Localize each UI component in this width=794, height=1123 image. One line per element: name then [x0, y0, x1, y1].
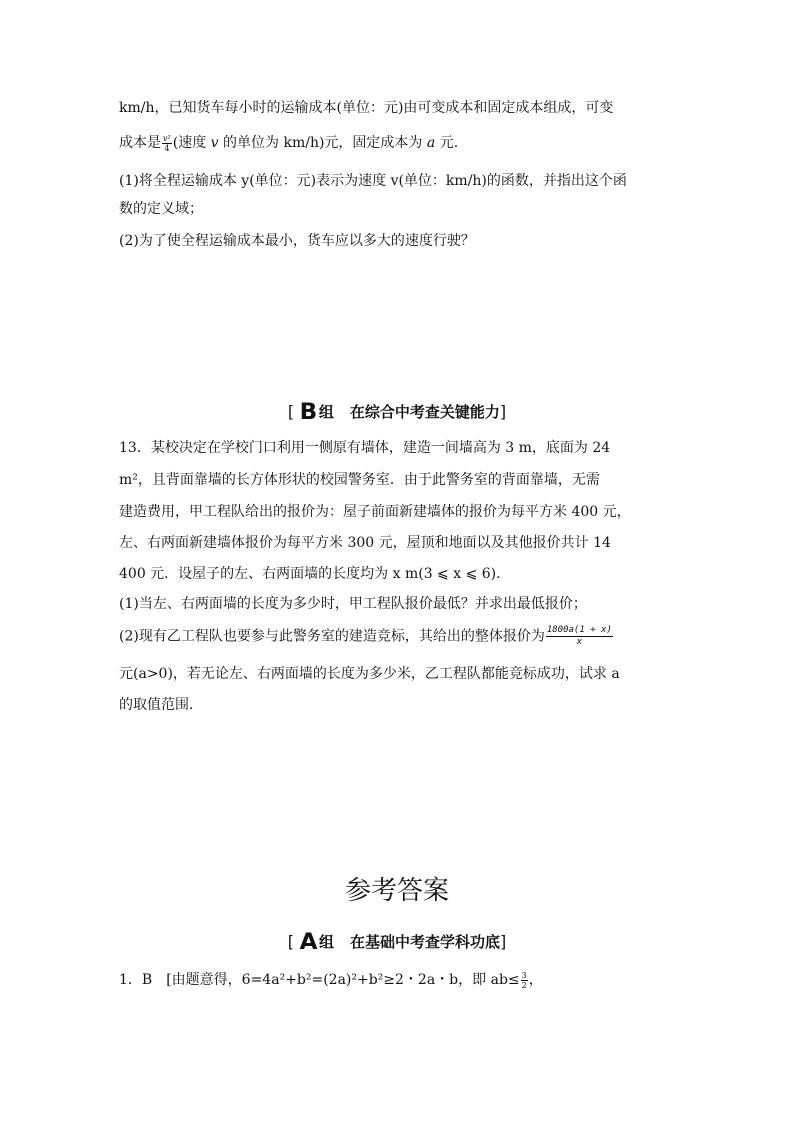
section-b-group: 组	[318, 403, 334, 421]
problem13-q1: (1)当左、右两面墙的长度为多少时，甲工程队报价最低？并求出最低报价；	[119, 596, 587, 612]
fraction-numerator: v²	[163, 133, 171, 143]
problem13-line2: m²，且背面靠墙的长方体形状的校园警务室．由于此警务室的背面靠墙，无需	[119, 472, 600, 488]
section-b-close-bracket: ]	[499, 402, 507, 421]
answer1-tail: ，	[528, 972, 543, 988]
problem13-line4: 左、右两面新建墙体报价为每平方米 300 元，屋顶和地面以及其他报价共计 14	[119, 535, 611, 551]
section-b-open-bracket: [	[287, 402, 295, 421]
section-a-title: 在基础中考查学科功底	[350, 933, 501, 951]
fraction-denominator: 2	[521, 980, 527, 990]
problem12-q1-line2: 数的定义域；	[119, 201, 203, 217]
answers-title: 参考答案	[344, 876, 449, 906]
section-a-letter: A	[299, 930, 318, 955]
problem13-q2-line3: 的取值范围．	[119, 697, 203, 713]
answer1-text: 1．B [由题意得，6=4a²+b²=(2a)²+b²≥2・2a・b，即 ab≤	[119, 972, 520, 988]
problem13-q2-line2: 元(a>0)，若无论左、右两面墙的长度为多少米，乙工程队都能竞标成功，试求 a	[119, 666, 620, 682]
fraction-numerator: 1800a(1 + x)	[546, 625, 612, 635]
problem12-line2-mid: (速度	[172, 135, 211, 151]
section-a-group: 组	[319, 933, 335, 951]
problem13-line3: 建造费用，甲工程队给出的报价为：屋子前面新建墙体的报价为每平方米 400 元，	[119, 504, 631, 520]
fraction-denominator: x	[576, 637, 583, 647]
problem12-line2	[119, 133, 679, 153]
problem12-line2-end: 元.	[435, 135, 459, 151]
fraction-three-halves	[521, 971, 528, 990]
section-b-letter: B	[299, 400, 318, 425]
variable-v: v	[210, 135, 219, 151]
answer1-line	[119, 970, 679, 990]
problem12-line2-start: 成本是	[119, 135, 161, 151]
section-a-close-bracket: ]	[500, 932, 507, 951]
fraction-v-squared-over-4	[162, 134, 172, 153]
problem12-q2: (2)为了使全程运输成本最小，货车应以多大的速度行驶？	[119, 233, 475, 249]
section-b-header	[0, 400, 794, 425]
fraction-denominator: 4	[164, 143, 170, 153]
fraction-bid-formula	[546, 625, 613, 648]
problem13-line5: 400 元．设屋子的左、右两面墙的长度均为 x m(3 ⩽ x ⩽ 6)．	[119, 566, 511, 582]
problem13-line1: 13．某校决定在学校门口利用一侧原有墙体，建造一间墙高为 3 m，底面为 24	[119, 440, 611, 456]
section-a-open-bracket: [	[287, 932, 294, 951]
fraction-numerator: 3	[521, 970, 527, 980]
variable-a: a	[426, 135, 436, 151]
problem12-line1: km/h，已知货车每小时的运输成本(单位：元)由可变成本和固定成本组成，可变	[119, 100, 614, 116]
section-a-header	[0, 930, 794, 955]
problem13-q2-line1	[119, 625, 679, 648]
section-b-title: 在综合中考查关键能力	[349, 403, 500, 421]
problem13-q2-text: (2)现有乙工程队也要参与此警务室的建造竞标，其给出的整体报价为	[119, 628, 545, 645]
problem12-line2-unit: 的单位为 km/h)元，固定成本为	[218, 135, 427, 151]
problem12-q1-line1: (1)将全程运输成本 y(单位：元)表示为速度 v(单位：km/h)的函数，并指出这个函	[119, 173, 627, 189]
